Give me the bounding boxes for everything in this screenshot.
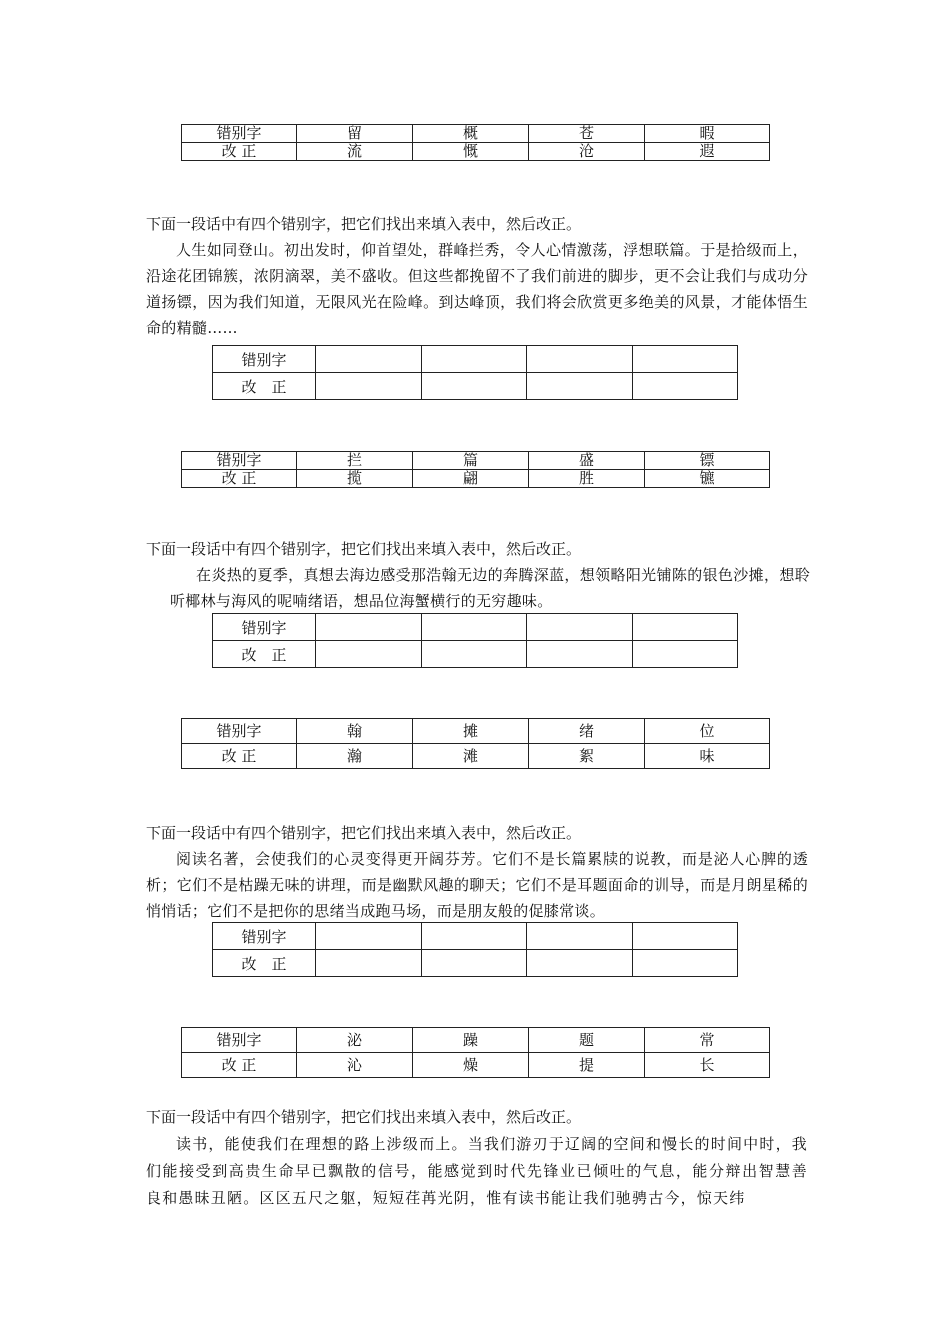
correct-char: 絮 bbox=[529, 744, 645, 769]
label-wrong: 错别字 bbox=[182, 1028, 297, 1053]
blank-cell[interactable] bbox=[316, 346, 422, 373]
wrong-char: 篇 bbox=[413, 452, 529, 470]
blank-cell[interactable] bbox=[421, 373, 527, 400]
table-row bbox=[213, 614, 738, 641]
table-row bbox=[213, 950, 738, 977]
answer-table-2 bbox=[181, 451, 770, 488]
label-correct: 改 正 bbox=[213, 641, 316, 668]
wrong-char: 苍 bbox=[529, 125, 645, 143]
correct-char: 提 bbox=[529, 1053, 645, 1078]
passage-2: 在炎热的夏季，真想去海边感受那浩翰无边的奔腾深蓝，想领略阳光铺陈的银色沙摊，想聆听椰林与海风的呢喃绪语，想品位海蟹横行的无穷趣味。 bbox=[170, 566, 810, 610]
table-row bbox=[182, 143, 770, 161]
answer-table-4 bbox=[181, 1027, 770, 1078]
correct-char: 燥 bbox=[413, 1053, 529, 1078]
wrong-char: 翰 bbox=[297, 719, 413, 744]
blank-answer-table-2 bbox=[212, 613, 738, 668]
question-prompt: 下面一段话中有四个错别字，把它们找出来填入表中，然后改正。 bbox=[146, 215, 582, 233]
wrong-char: 概 bbox=[413, 125, 529, 143]
label-wrong: 错别字 bbox=[213, 346, 316, 373]
correct-char: 沁 bbox=[297, 1053, 413, 1078]
blank-cell[interactable] bbox=[316, 614, 422, 641]
correct-char: 滩 bbox=[413, 744, 529, 769]
correct-char: 胜 bbox=[529, 470, 645, 488]
blank-cell[interactable] bbox=[316, 373, 422, 400]
wrong-char: 镖 bbox=[645, 452, 770, 470]
table-row bbox=[182, 452, 770, 470]
blank-cell[interactable] bbox=[421, 641, 527, 668]
label-wrong: 错别字 bbox=[182, 125, 297, 143]
blank-cell[interactable] bbox=[527, 923, 633, 950]
label-correct: 改 正 bbox=[182, 1053, 297, 1078]
blank-cell[interactable] bbox=[527, 950, 633, 977]
label-correct: 改 正 bbox=[182, 470, 297, 488]
correct-char: 长 bbox=[645, 1053, 770, 1078]
correct-char: 沧 bbox=[529, 143, 645, 161]
blank-cell[interactable] bbox=[632, 614, 738, 641]
table-row bbox=[182, 719, 770, 744]
passage-4: 读书，能使我们在理想的路上涉级而上。当我们游刃于辽阔的空间和慢长的时间中时，我们能接受到高贵生命早已飘散的信号，能感觉到时代先锋业已倾吐的气息，能分辩出智慧善良和愚昧丑陋。区区五尺之躯，短短荏苒光阴，惟有读书能让我们驰骋古今，惊天纬 bbox=[146, 1135, 808, 1207]
label-wrong: 错别字 bbox=[213, 614, 316, 641]
blank-cell[interactable] bbox=[421, 950, 527, 977]
answer-table-3 bbox=[181, 718, 770, 769]
blank-answer-table-3 bbox=[212, 922, 738, 977]
question-prompt: 下面一段话中有四个错别字，把它们找出来填入表中，然后改正。 bbox=[146, 824, 582, 842]
wrong-char: 常 bbox=[645, 1028, 770, 1053]
wrong-char: 拦 bbox=[297, 452, 413, 470]
answer-table-1 bbox=[181, 124, 770, 161]
table-row bbox=[182, 1053, 770, 1078]
passage-1: 人生如同登山。初出发时，仰首望处，群峰拦秀，令人心情激荡，浮想联篇。于是拾级而上，沿途花团锦簇，浓阴滴翠，美不盛收。但这些都挽留不了我们前进的脚步，更不会让我们与成功分道扬镖，因为我们知道，无限风光在险峰。到达峰顶，我们将会欣赏更多绝美的风景，才能体悟生命的精髓…… bbox=[146, 241, 808, 337]
label-wrong: 错别字 bbox=[182, 719, 297, 744]
correct-char: 味 bbox=[645, 744, 770, 769]
wrong-char: 题 bbox=[529, 1028, 645, 1053]
table-row bbox=[213, 641, 738, 668]
correct-char: 瀚 bbox=[297, 744, 413, 769]
blank-cell[interactable] bbox=[632, 923, 738, 950]
correct-char: 慨 bbox=[413, 143, 529, 161]
correct-char: 镳 bbox=[645, 470, 770, 488]
blank-cell[interactable] bbox=[316, 923, 422, 950]
blank-cell[interactable] bbox=[527, 641, 633, 668]
wrong-char: 盛 bbox=[529, 452, 645, 470]
blank-cell[interactable] bbox=[421, 346, 527, 373]
correct-char: 翩 bbox=[413, 470, 529, 488]
blank-cell[interactable] bbox=[632, 373, 738, 400]
table-row bbox=[213, 346, 738, 373]
correct-char: 遐 bbox=[645, 143, 770, 161]
label-correct: 改 正 bbox=[213, 950, 316, 977]
wrong-char: 位 bbox=[645, 719, 770, 744]
table-row bbox=[182, 470, 770, 488]
blank-cell[interactable] bbox=[421, 923, 527, 950]
wrong-char: 暇 bbox=[645, 125, 770, 143]
wrong-char: 绪 bbox=[529, 719, 645, 744]
table-row bbox=[182, 1028, 770, 1053]
question-prompt: 下面一段话中有四个错别字，把它们找出来填入表中，然后改正。 bbox=[146, 1108, 582, 1126]
blank-cell[interactable] bbox=[527, 373, 633, 400]
blank-cell[interactable] bbox=[527, 614, 633, 641]
blank-cell[interactable] bbox=[421, 614, 527, 641]
wrong-char: 泌 bbox=[297, 1028, 413, 1053]
label-wrong: 错别字 bbox=[213, 923, 316, 950]
table-row bbox=[213, 373, 738, 400]
blank-cell[interactable] bbox=[632, 950, 738, 977]
label-correct: 改 正 bbox=[213, 373, 316, 400]
wrong-char: 摊 bbox=[413, 719, 529, 744]
blank-cell[interactable] bbox=[632, 641, 738, 668]
label-correct: 改 正 bbox=[182, 744, 297, 769]
correct-char: 流 bbox=[297, 143, 413, 161]
passage-3: 阅读名著，会使我们的心灵变得更开阔芬芳。它们不是长篇累牍的说教，而是泌人心脾的透析；它们不是枯躁无味的讲理，而是幽默风趣的聊天；它们不是耳题面命的训导，而是月朗星稀的悄悄话；它们不是把你的思绪当成跑马场，而是朋友般的促膝常谈。 bbox=[146, 850, 808, 920]
blank-answer-table-1 bbox=[212, 345, 738, 400]
table-row bbox=[182, 125, 770, 143]
table-row bbox=[213, 923, 738, 950]
wrong-char: 躁 bbox=[413, 1028, 529, 1053]
correct-char: 揽 bbox=[297, 470, 413, 488]
label-correct: 改 正 bbox=[182, 143, 297, 161]
blank-cell[interactable] bbox=[527, 346, 633, 373]
wrong-char: 留 bbox=[297, 125, 413, 143]
question-prompt: 下面一段话中有四个错别字，把它们找出来填入表中，然后改正。 bbox=[146, 540, 582, 558]
blank-cell[interactable] bbox=[632, 346, 738, 373]
blank-cell[interactable] bbox=[316, 950, 422, 977]
blank-cell[interactable] bbox=[316, 641, 422, 668]
label-wrong: 错别字 bbox=[182, 452, 297, 470]
table-row bbox=[182, 744, 770, 769]
